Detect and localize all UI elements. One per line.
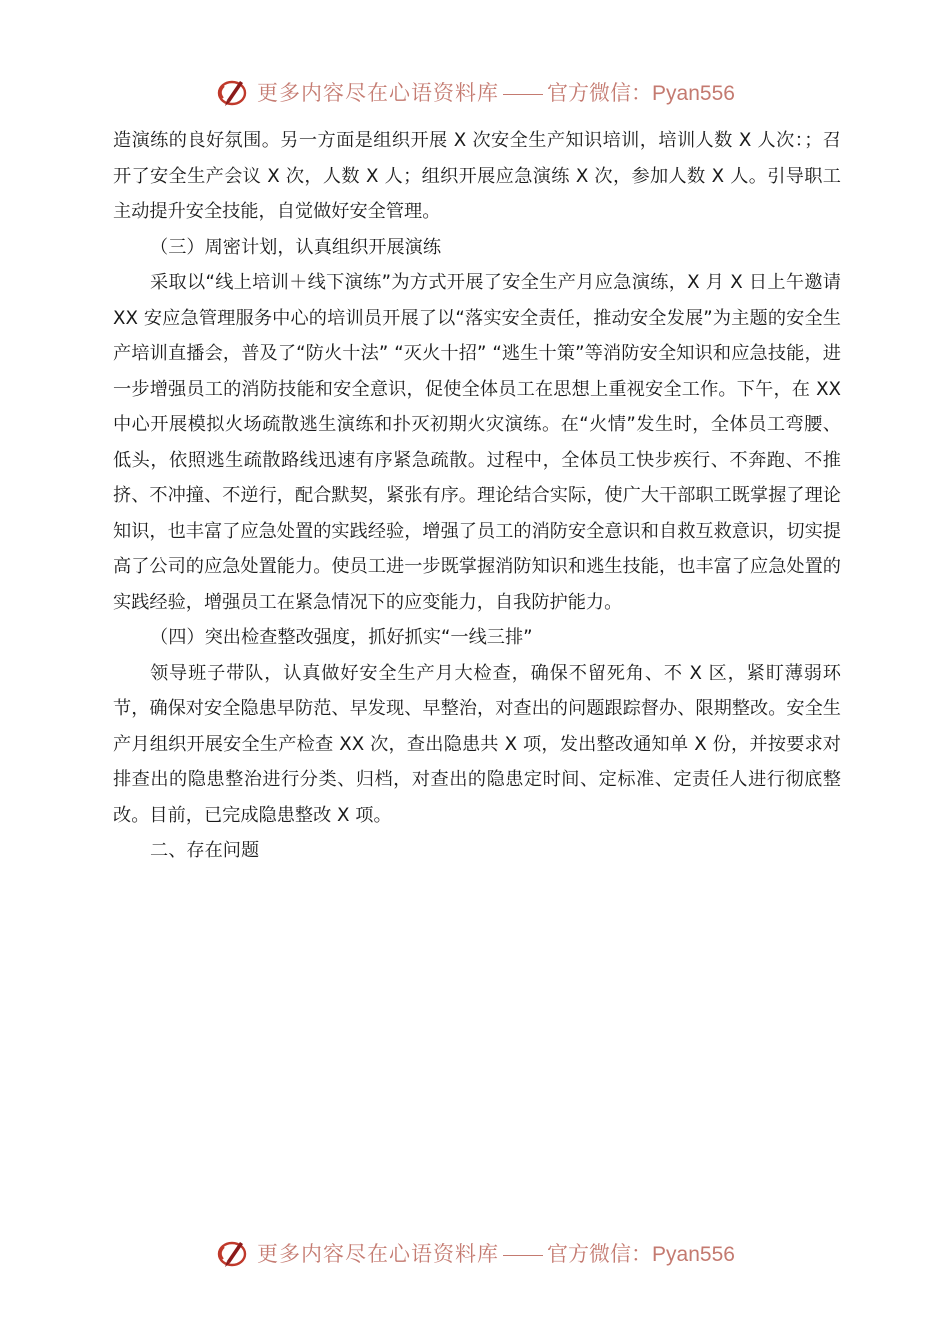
watermark-wechat-text: 官方微信：Pyan556 <box>547 82 735 105</box>
header-watermark <box>0 72 950 112</box>
paragraph-training-summary: 造演练的良好氛围。另一方面是组织开展 X 次安全生产知识培训，培训人数 X 人次：；召开了安全生产会议 X 次，人数 X 人；组织开展应急演练 X 次，参加人数 X 人。引导职工主动提升安全技能，自觉做好安全管理。 <box>113 130 841 222</box>
paragraph-inspection-rectification: 领导班子带队，认真做好安全生产月大检查，确保不留死角、不 X 区，紧盯薄弱环节，确保对安全隐患早防范、早发现、早整治，对查出的问题跟踪督办、限期整改。安全生产月组织开展安全生产检查 XX 次，查出隐患共 X 项，发出整改通知单 X 份，并按要求对排查出的隐患整治进行分类、归档，对查出的隐患定时间、定标准、定责任人进行彻底整改。目前，已完成隐患整改 X 项。 <box>113 662 841 826</box>
watermark-separator <box>503 94 543 95</box>
section-heading-inspection: （四）突出检查整改强度，抓好抓实“一线三排” <box>150 627 533 648</box>
watermark-main-text: 更多内容尽在心语资料库 <box>257 1242 500 1266</box>
paragraph-emergency-drill: 采取以“线上培训＋线下演练”为方式开展了安全生产月应急演练，X 月 X 日上午邀请 XX 安应急管理服务中心的培训员开展了以“落实安全责任，推动安全发展”为主题的安全生产培训直播会，普及了“防火十法” “灭火十招” “逃生十策”等消防安全知识和应急技能，进一步增强员工的消防技能和安全意识，促使全体员工在思想上重视安全工作。下午，在 XX 中心开展模拟火场疏散逃生演练和扑灭初期火灾演练。在“火情”发生时，全体员工弯腰、低头，依照逃生疏散路线迅速有序紧急疏散。过程中，全体员工快步疾行、不奔跑、不推挤、不冲撞、不逆行，配合默契，紧张有序。理论结合实际，使广大干部职工既掌握了理论知识，也丰富了应急处置的实践经验，增强了员工的消防安全意识和自救互救意识，切实提高了公司的应急处置能力。使员工进一步既掌握消防知识和逃生技能，也丰富了应急处置的实践经验，增强员工在紧急情况下的应变能力，自我防护能力。 <box>113 272 841 613</box>
section-heading-existing-problems: 二、存在问题 <box>150 840 260 861</box>
footer-watermark <box>0 1233 950 1273</box>
fountain-pen-logo-icon <box>215 74 251 110</box>
watermark-separator <box>503 1255 543 1256</box>
watermark-main-text: 更多内容尽在心语资料库 <box>257 81 500 105</box>
watermark-text <box>257 77 735 107</box>
watermark-wechat-text: 官方微信：Pyan556 <box>547 1243 735 1266</box>
section-heading-drill-planning: （三）周密计划，认真组织开展演练 <box>150 236 442 258</box>
document-body <box>113 123 841 869</box>
fountain-pen-logo-icon <box>215 1235 251 1271</box>
watermark-text <box>257 1238 735 1268</box>
